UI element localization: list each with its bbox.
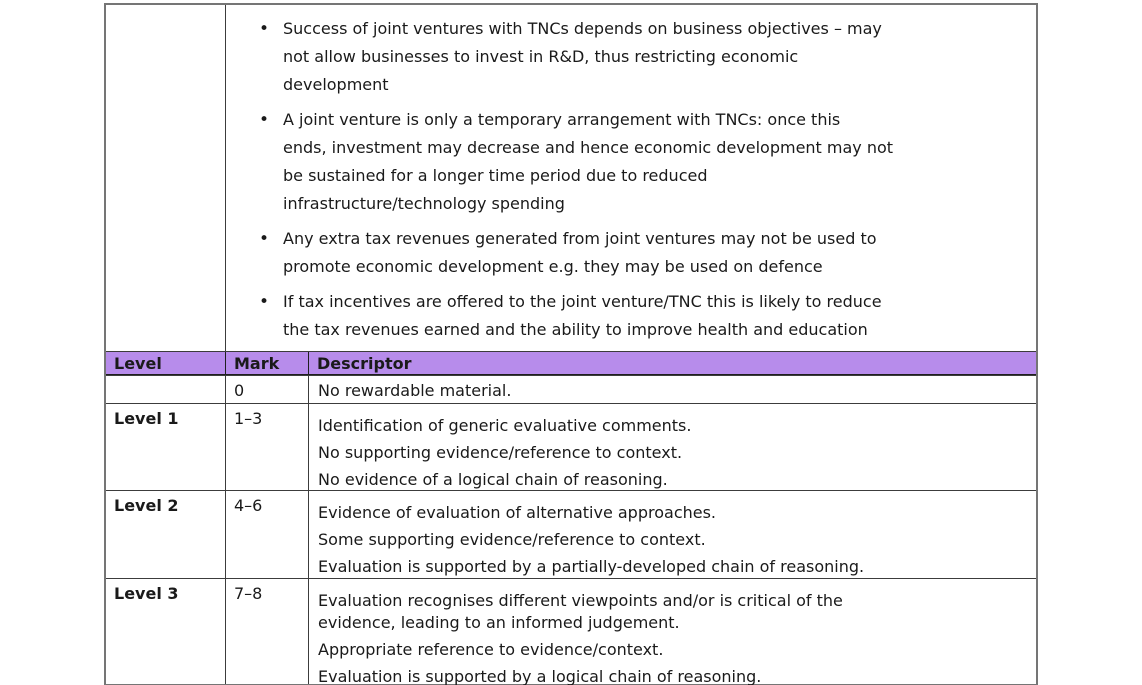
level-cell [106, 376, 225, 403]
indicative-content-cell [225, 5, 1036, 351]
bullet-text-line: • Success of joint ventures with TNCs depends on business objectives – may [283, 19, 882, 38]
mark-scheme-table [104, 3, 1038, 685]
descriptor-line: No supporting evidence/reference to context. [318, 443, 683, 462]
descriptor-line: Appropriate reference to evidence/context. [318, 640, 664, 659]
empty-left-cell [106, 5, 225, 351]
descriptor-line: Some supporting evidence/reference to context. [318, 530, 706, 549]
mark-cell: 1–3 [225, 404, 308, 490]
bullet-text-line: • A joint venture is only a temporary arrangement with TNCs: once this [283, 110, 841, 129]
table-row-level1 [106, 403, 1036, 490]
level-cell: Level 2 [114, 496, 179, 515]
bullet-text-line: not allow businesses to invest in R&D, thus restricting economic [283, 47, 799, 66]
descriptor-line: Identification of generic evaluative comments. [318, 416, 692, 435]
descriptor-cell [308, 404, 1036, 490]
bullet-item [226, 288, 1036, 344]
header-descriptor: Descriptor [308, 352, 1036, 374]
bullet-text-line: • If tax incentives are offered to the joint venture/TNC this is likely to reduce [283, 292, 882, 311]
bullet-text-line: be sustained for a longer time period due to reduced [283, 166, 708, 185]
descriptor-line: Evaluation is supported by a partially-developed chain of reasoning. [318, 557, 865, 576]
table-header-row [106, 351, 1036, 375]
mark-cell: 0 [225, 376, 308, 403]
descriptor-line: Evaluation is supported by a logical chain of reasoning. [318, 667, 762, 685]
bullet-text-line: promote economic development e.g. they may be used on defence [283, 257, 823, 276]
descriptor-line: No rewardable material. [318, 381, 512, 400]
bullet-text-line: the tax revenues earned and the ability to improve health and education [283, 320, 868, 339]
descriptor-cell [308, 376, 1036, 403]
bullet-text-line: development [283, 75, 389, 94]
header-level: Level [114, 353, 162, 373]
bullet-text-line: ends, investment may decrease and hence economic development may not [283, 138, 894, 157]
level-cell: Level 1 [114, 409, 179, 428]
descriptor-line: No evidence of a logical chain of reasoning. [318, 470, 668, 489]
level-cell: Level 3 [114, 584, 179, 603]
descriptor-line: evidence, leading to an informed judgement. [318, 613, 680, 632]
bullet-item [226, 15, 1036, 99]
descriptor-line: Evaluation recognises different viewpoints and/or is critical of the [318, 591, 843, 610]
descriptor-cell [308, 579, 1036, 684]
descriptor-line: Evidence of evaluation of alternative approaches. [318, 503, 717, 522]
table-row-mark0 [106, 375, 1036, 403]
bullet-text-line: • Any extra tax revenues generated from joint ventures may not be used to [283, 229, 877, 248]
mark-cell: 7–8 [225, 579, 308, 684]
bullet-item [226, 106, 1036, 218]
table-row-level3 [106, 578, 1036, 684]
header-mark: Mark [225, 352, 308, 374]
table-row-level2 [106, 490, 1036, 578]
descriptor-cell [308, 491, 1036, 578]
bullet-text-line: infrastructure/technology spending [283, 194, 565, 213]
bullet-list [226, 15, 1036, 344]
mark-cell: 4–6 [225, 491, 308, 578]
bullet-item [226, 225, 1036, 281]
indicative-content-row [106, 5, 1036, 351]
